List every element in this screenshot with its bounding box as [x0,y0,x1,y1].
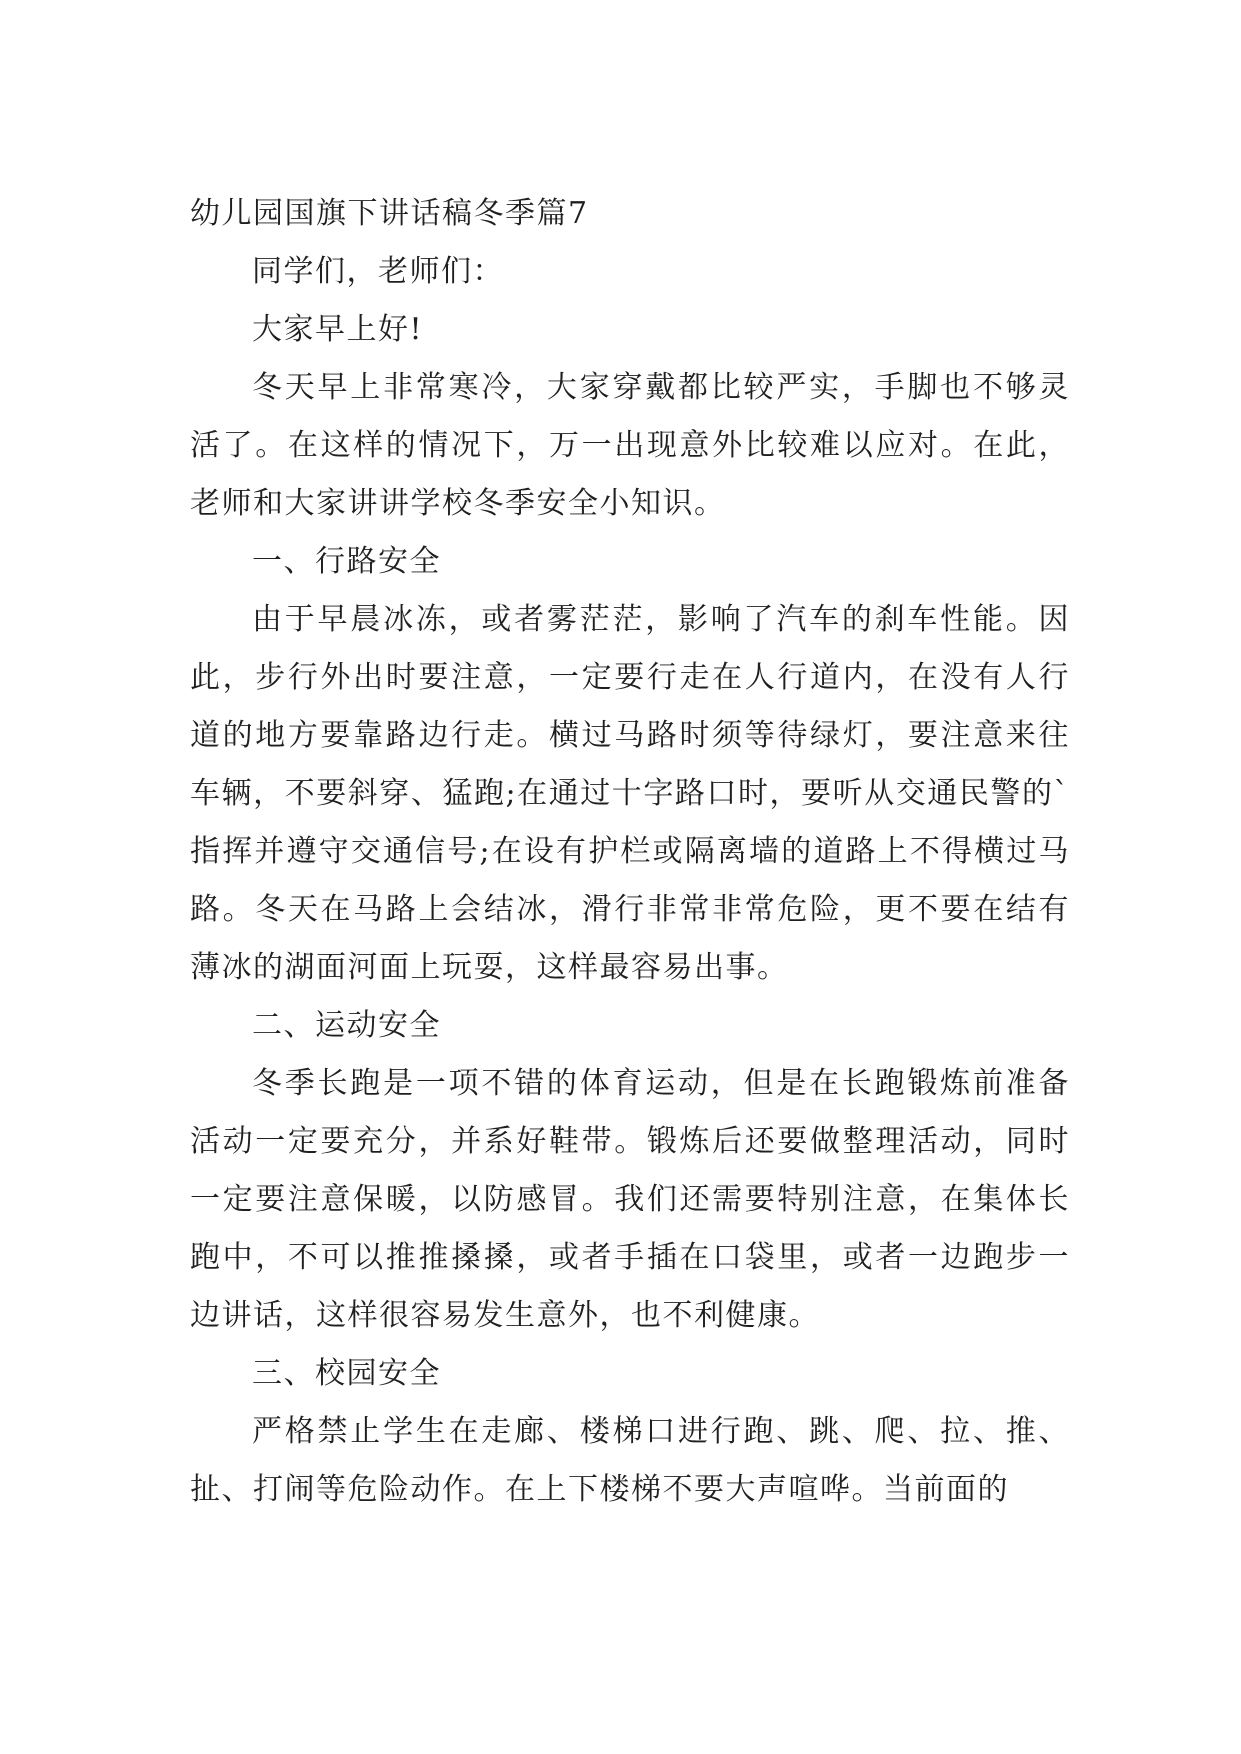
document-title: 幼儿园国旗下讲话稿冬季篇7 [190,196,589,231]
section-heading-sports: 二、运动安全 [252,1008,441,1043]
section-heading-walking: 一、行路安全 [252,544,441,579]
document-body [190,185,1070,1519]
intro-paragraph: 冬天早上非常寒冷，大家穿戴都比较严实，手脚也不够灵活了。在这样的情况下，万一出现意外比较难以应对。在此，老师和大家讲讲学校冬季安全小知识。 [190,370,1070,521]
section-body-walking: 由于早晨冰冻，或者雾茫茫，影响了汽车的刹车性能。因此，步行外出时要注意，一定要行走在人行道内，在没有人行道的地方要靠路边行走。横过马路时须等待绿灯，要注意来往车辆，不要斜穿、猛跑;在通过十字路口时，要听从交通民警的`指挥并遵守交通信号;在设有护栏或隔离墙的道路上不得横过马路。冬天在马路上会结冰，滑行非常非常危险，更不要在结有薄冰的湖面河面上玩耍，这样最容易出事。 [190,602,1070,985]
section-body-campus: 严格禁止学生在走廊、楼梯口进行跑、跳、爬、拉、推、扯、打闹等危险动作。在上下楼梯不要大声喧哗。当前面的 [190,1414,1070,1507]
greeting: 同学们，老师们： [252,254,504,289]
section-body-sports: 冬季长跑是一项不错的体育运动，但是在长跑锻炼前准备活动一定要充分，并系好鞋带。锻炼后还要做整理活动，同时一定要注意保暖，以防感冒。我们还需要特别注意，在集体长跑中，不可以推推搡搡，或者手插在口袋里，或者一边跑步一边讲话，这样很容易发生意外，也不利健康。 [190,1066,1070,1333]
salutation: 大家早上好! [252,312,424,347]
section-heading-campus: 三、校园安全 [252,1356,441,1391]
